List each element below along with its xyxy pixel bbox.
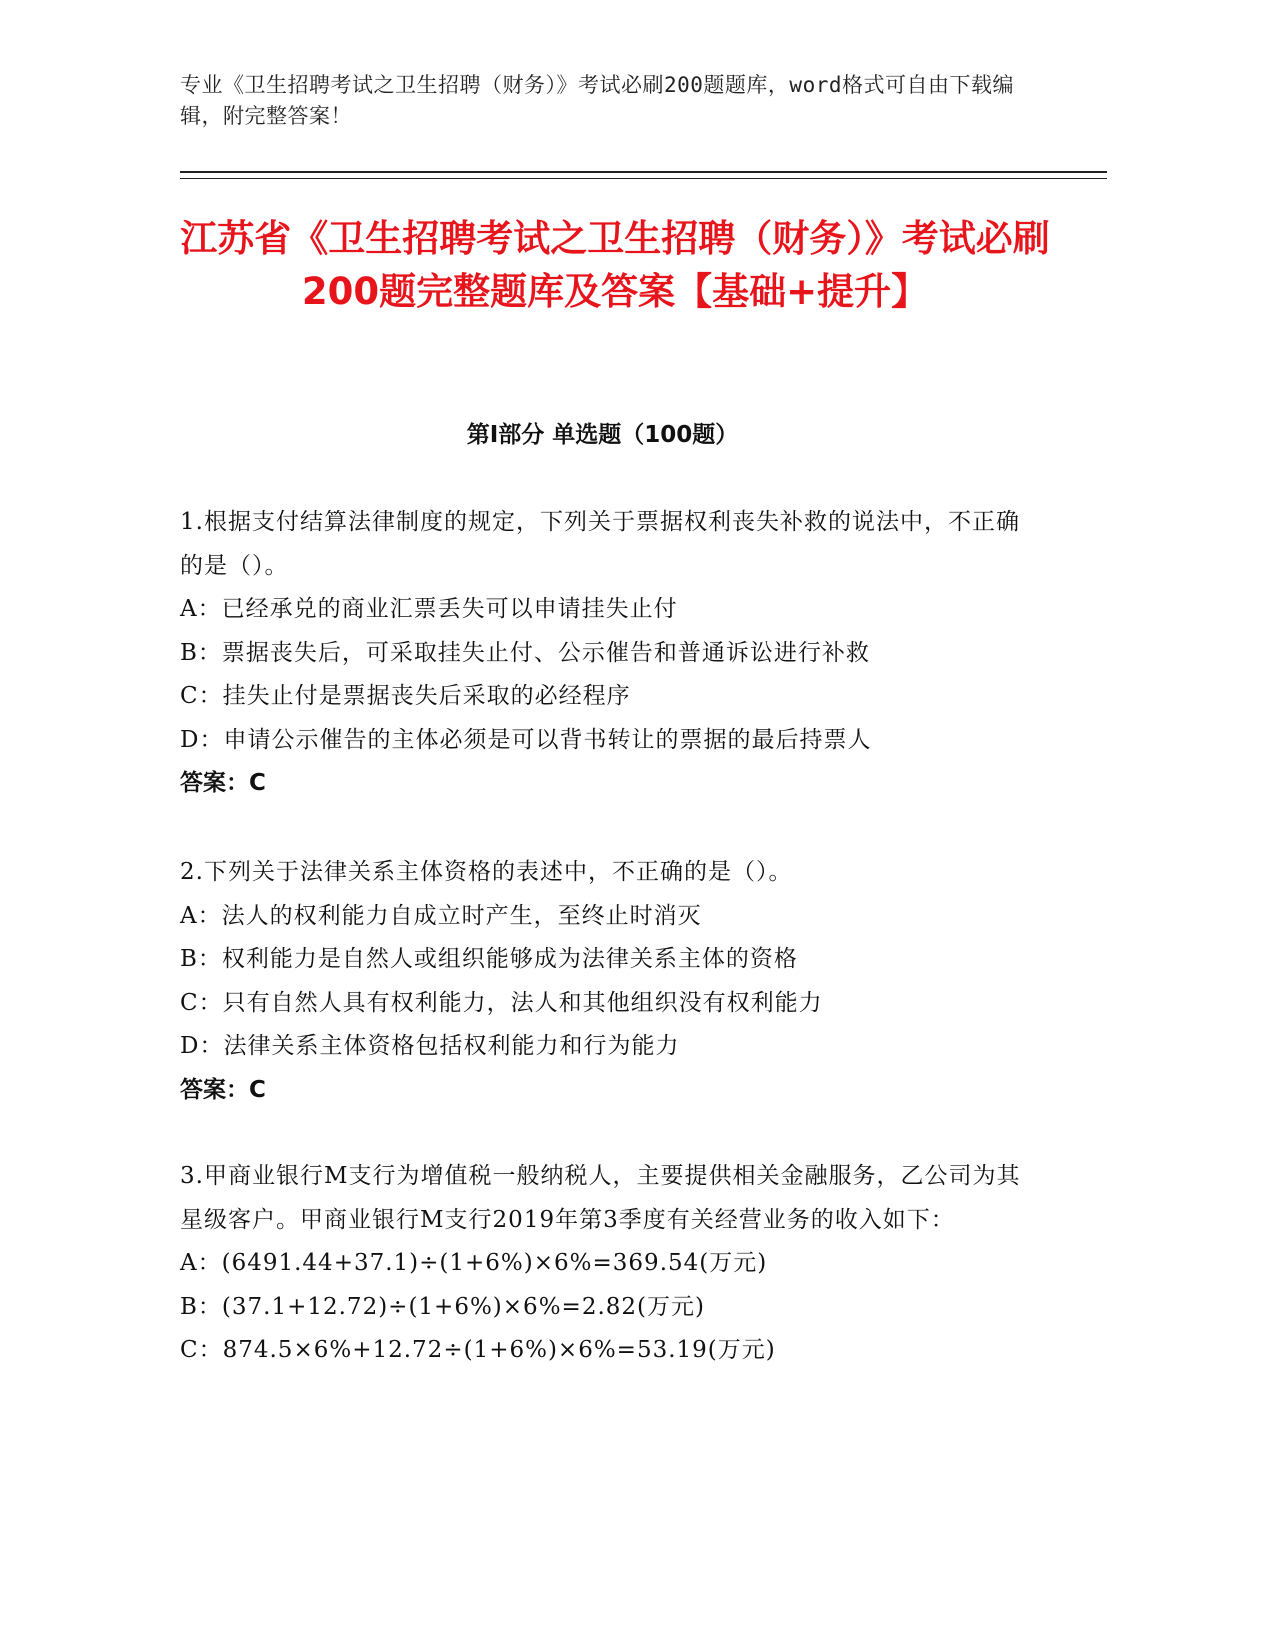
question-stem: 1.根据支付结算法律制度的规定，下列关于票据权利丧失补救的说法中，不正确的是（）。: [180, 509, 1020, 579]
option-c: C：874.5×6%+12.72÷(1+6%)×6%=53.19(万元): [180, 1337, 776, 1363]
option-a: A：(6491.44+37.1)÷(1+6%)×6%=369.54(万元): [180, 1250, 768, 1276]
section-heading: 第Ⅰ部分 单选题（100题）: [466, 422, 739, 448]
option-d: D：法律关系主体资格包括权利能力和行为能力: [180, 1033, 680, 1059]
option-c: C：挂失止付是票据丧失后采取的必经程序: [180, 683, 631, 709]
header-rule-thin: [180, 178, 1107, 179]
option-c: C：只有自然人具有权利能力，法人和其他组织没有权利能力: [180, 989, 823, 1016]
question-stem: 2.下列关于法律关系主体资格的表述中，不正确的是（）。: [180, 859, 793, 885]
option-a: A：已经承兑的商业汇票丢失可以申请挂失止付: [180, 596, 678, 622]
document-title: 江苏省《卫生招聘考试之卫生招聘（财务）》考试必刷200题完整题库及答案【基础+提升】: [180, 217, 1050, 313]
header-note: 专业《卫生招聘考试之卫生招聘（财务）》考试必刷200题题库，word格式可自由下载编辑，附完整答案！: [180, 73, 1014, 128]
option-a: A：法人的权利能力自成立时产生，至终止时消灭: [180, 902, 702, 929]
question-1: [180, 501, 1040, 806]
option-b: B：票据丧失后，可采取挂失止付、公示催告和普通诉讼进行补救: [180, 639, 870, 666]
question-stem: 3.甲商业银行M支行为增值税一般纳税人，主要提供相关金融服务，乙公司为其星级客户。甲商业银行M支行2019年第3季度有关经营业务的收入如下：: [180, 1163, 1021, 1233]
option-b: B：(37.1+12.72)÷(1+6%)×6%=2.82(万元): [180, 1293, 705, 1320]
option-d: D：申请公示催告的主体必须是可以背书转让的票据的最后持票人: [180, 726, 872, 753]
answer: 答案：C: [180, 770, 266, 796]
option-b: B：权利能力是自然人或组织能够成为法律关系主体的资格: [180, 946, 798, 972]
question-2: [180, 851, 1040, 1112]
question-3: [180, 1155, 1040, 1373]
answer: 答案：C: [180, 1076, 266, 1103]
header-rule-thick: [180, 171, 1107, 173]
